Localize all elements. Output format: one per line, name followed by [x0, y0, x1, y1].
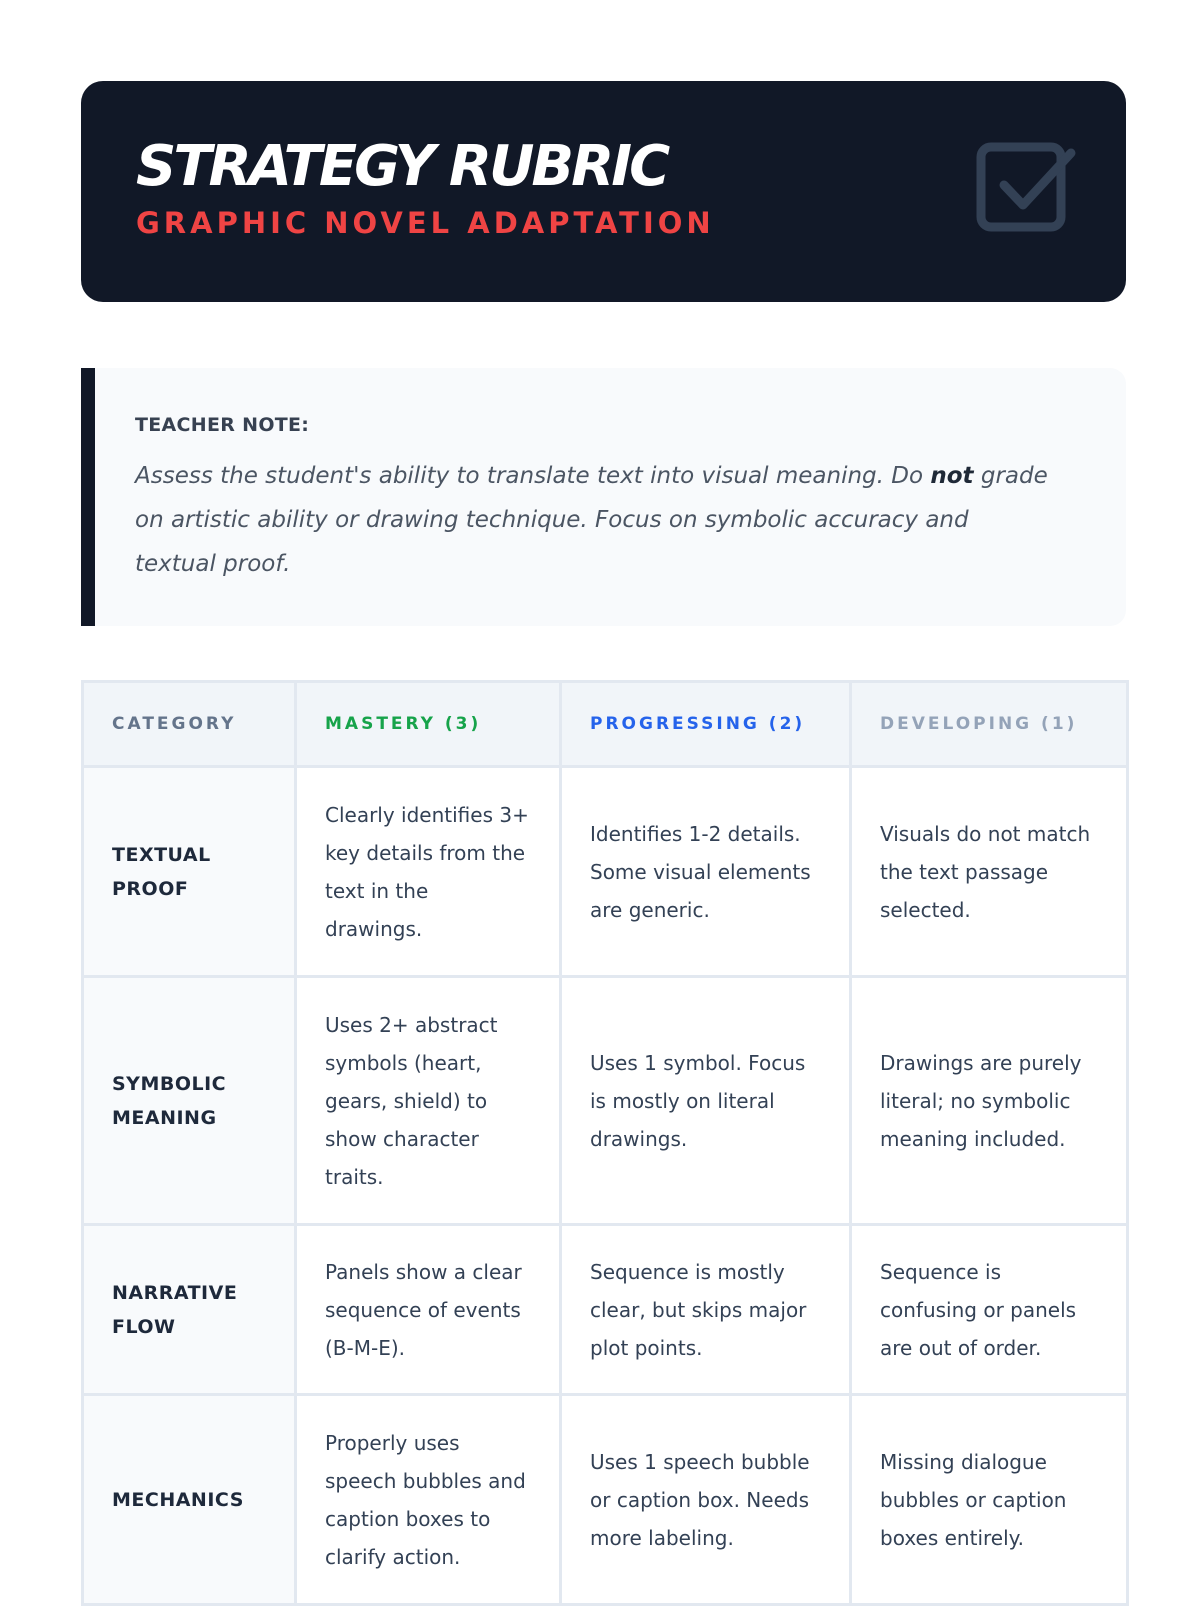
- row-category: SYMBOLIC MEANING: [83, 977, 296, 1225]
- row-category: NARRATIVE FLOW: [83, 1225, 296, 1395]
- table-row: [83, 1225, 1128, 1395]
- header-banner: [81, 81, 1126, 302]
- row-category: TEXTUAL PROOF: [83, 767, 296, 977]
- teacher-note-label: TEACHER NOTE:: [135, 414, 310, 436]
- teacher-note-text: [135, 454, 1055, 586]
- cell-mastery: Uses 2+ abstract symbols (heart, gears, shield) to show character traits.: [296, 977, 561, 1225]
- cell-developing: Sequence is confusing or panels are out of order.: [851, 1225, 1128, 1395]
- page-title: STRATEGY RUBRIC: [136, 134, 668, 199]
- cell-mastery: Properly uses speech bubbles and caption boxes to clarify action.: [296, 1395, 561, 1605]
- header-progressing: PROGRESSING (2): [561, 682, 851, 767]
- row-category: MECHANICS: [83, 1395, 296, 1605]
- rubric-table: [81, 680, 1129, 1606]
- cell-progressing: Identifies 1-2 details. Some visual elements are generic.: [561, 767, 851, 977]
- cell-developing: Missing dialogue bubbles or caption boxes entirely.: [851, 1395, 1128, 1605]
- header-developing: DEVELOPING (1): [851, 682, 1128, 767]
- cell-mastery: Panels show a clear sequence of events (B-M-E).: [296, 1225, 561, 1395]
- table-row: [83, 1395, 1128, 1605]
- header-category: CATEGORY: [83, 682, 296, 767]
- cell-mastery: Clearly identifies 3+ key details from the text in the drawings.: [296, 767, 561, 977]
- teacher-note: [81, 368, 1126, 626]
- cell-progressing: Uses 1 speech bubble or caption box. Needs more labeling.: [561, 1395, 851, 1605]
- cell-developing: Visuals do not match the text passage selected.: [851, 767, 1128, 977]
- note-text-start: Assess the student's ability to translate text into visual meaning. Do: [135, 463, 931, 489]
- cell-progressing: Sequence is mostly clear, but skips major plot points.: [561, 1225, 851, 1395]
- checkbox-checked-icon: [971, 137, 1081, 247]
- note-emphasis: not: [930, 463, 974, 489]
- cell-progressing: Uses 1 symbol. Focus is mostly on literal drawings.: [561, 977, 851, 1225]
- cell-developing: Drawings are purely literal; no symbolic meaning included.: [851, 977, 1128, 1225]
- table-row: [83, 767, 1128, 977]
- note-text-end: grade on artistic ability or drawing technique. Focus on symbolic accuracy and textual proof.: [135, 463, 1048, 577]
- page-subtitle: GRAPHIC NOVEL ADAPTATION: [136, 206, 715, 240]
- header-mastery: MASTERY (3): [296, 682, 561, 767]
- table-header-row: [83, 682, 1128, 767]
- table-row: [83, 977, 1128, 1225]
